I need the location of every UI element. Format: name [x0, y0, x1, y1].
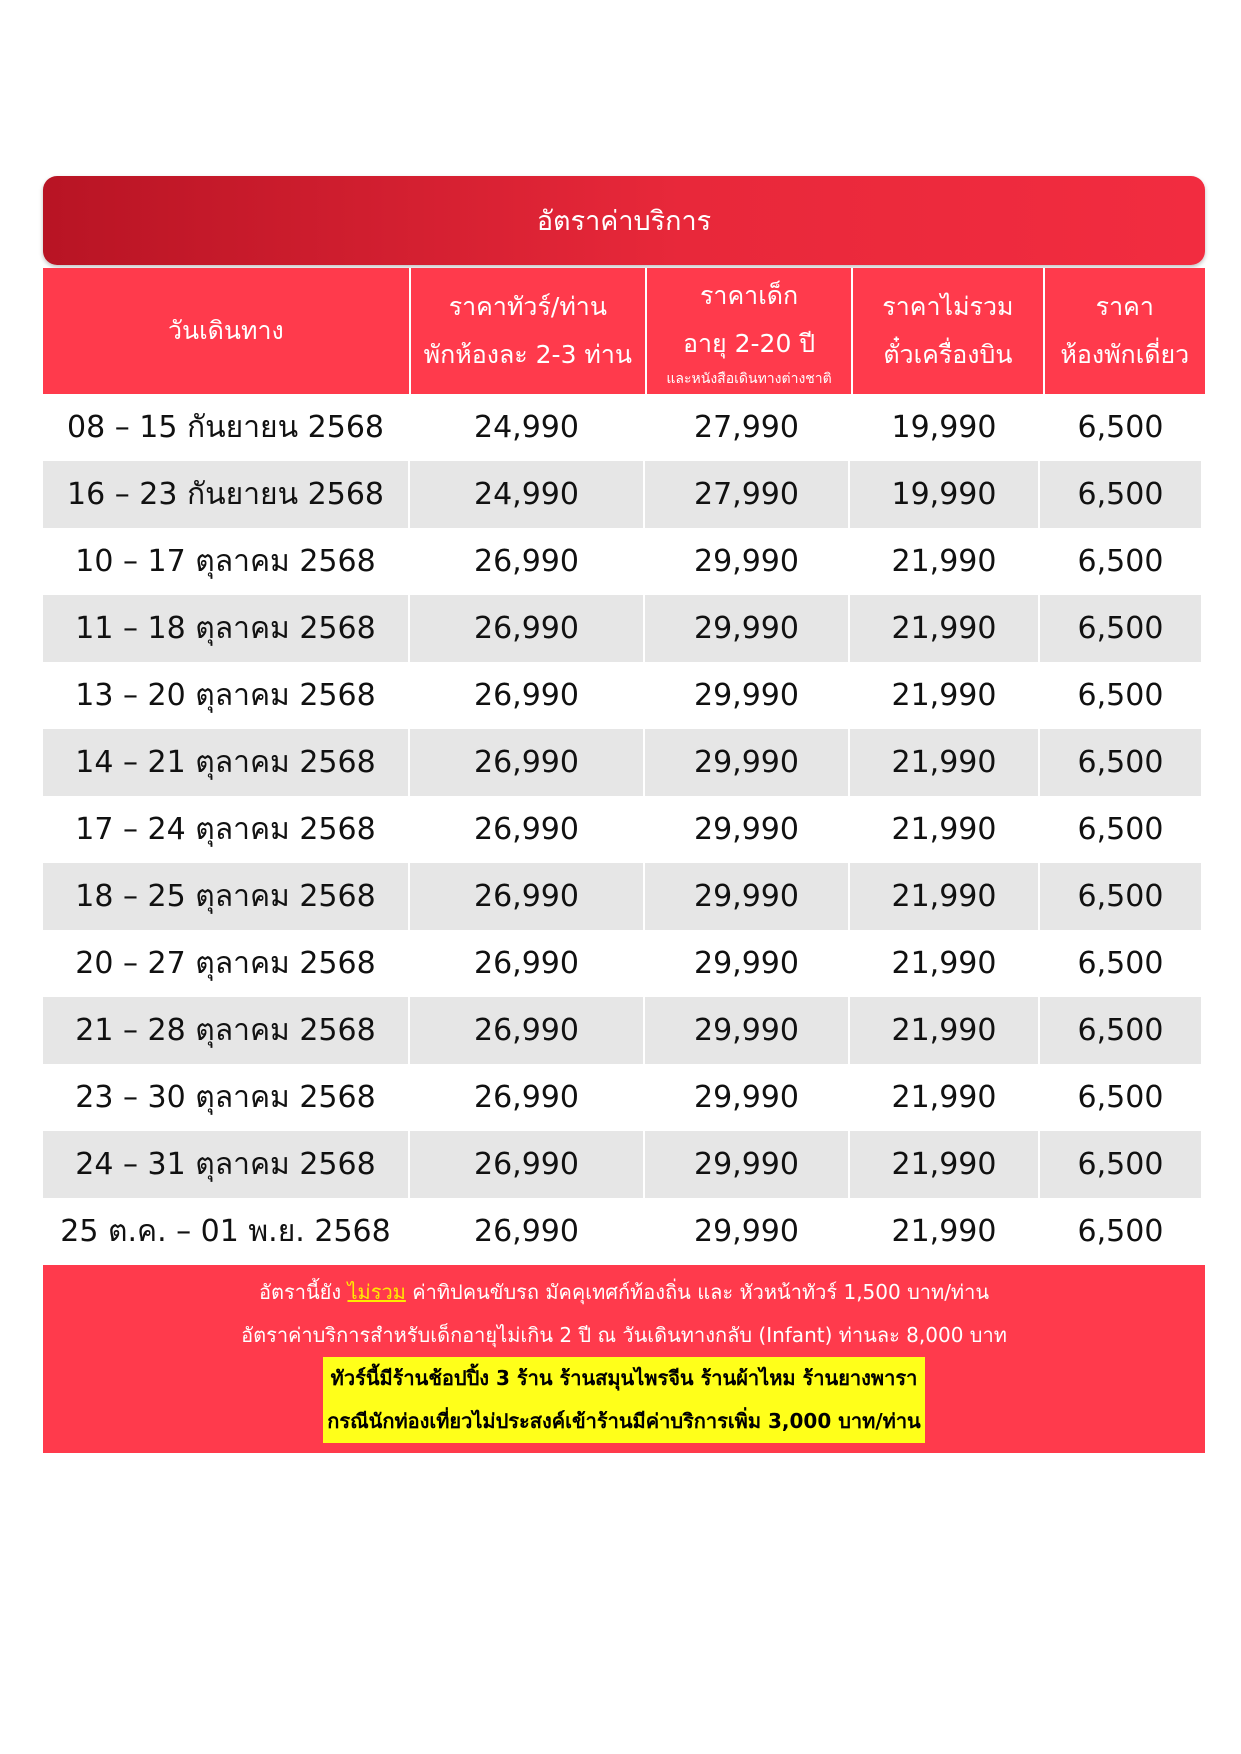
- table-row: [43, 528, 1205, 595]
- header-single-room-line2: ห้องพักเดี่ยว: [1060, 340, 1190, 369]
- shopping-notice: [323, 1357, 924, 1443]
- header-travel-date: [43, 268, 411, 394]
- header-child-price-note: และหนังสือเดินทางต่างชาติ: [666, 371, 832, 387]
- row-tour-price: 26,990: [410, 1064, 645, 1131]
- row-date: 17 – 24 ตุลาคม 2568: [43, 796, 410, 863]
- row-single-room: 6,500: [1077, 1214, 1164, 1249]
- header-single-room-line1: ราคา: [1095, 292, 1154, 321]
- row-single-room: 6,500: [1040, 595, 1201, 662]
- row-tour-price: 26,990: [410, 528, 645, 595]
- footer-line-4: กรณีนักท่องเที่ยวไม่ประสงค์เข้าร้านมีค่าบริการเพิ่ม 3,000 บาท/ท่าน: [327, 1409, 921, 1433]
- row-single-room: 6,500: [1040, 1131, 1201, 1198]
- row-child-price: 29,990: [645, 1064, 850, 1131]
- price-table: [43, 176, 1201, 1453]
- row-tour-price: 26,990: [410, 595, 645, 662]
- row-date: 18 – 25 ตุลาคม 2568: [43, 863, 410, 930]
- row-single-room: 6,500: [1077, 544, 1164, 579]
- row-date: 13 – 20 ตุลาคม 2568: [43, 662, 410, 729]
- row-no-flight-price: 21,990: [850, 528, 1040, 595]
- row-tour-price: 26,990: [410, 796, 645, 863]
- row-single-room: 6,500: [1077, 678, 1164, 713]
- row-child-price: 29,990: [645, 997, 850, 1064]
- row-child-price: 29,990: [645, 1131, 850, 1198]
- row-no-flight-price: 21,990: [850, 1064, 1040, 1131]
- row-date: 23 – 30 ตุลาคม 2568: [43, 1064, 410, 1131]
- row-no-flight-price: 19,990: [850, 394, 1040, 461]
- row-child-price: 29,990: [645, 863, 850, 930]
- row-no-flight-price: 21,990: [850, 662, 1040, 729]
- row-single-room: 6,500: [1077, 812, 1164, 847]
- row-child-price: 27,990: [645, 461, 850, 528]
- table-row: [43, 729, 1205, 796]
- header-tour-price-line2: พักห้องละ 2-3 ท่าน: [423, 340, 633, 369]
- row-date: 16 – 23 กันยายน 2568: [43, 461, 410, 528]
- header-no-flight-line2: ตั๋วเครื่องบิน: [883, 340, 1013, 369]
- row-tour-price: 26,990: [410, 997, 645, 1064]
- table-row: [43, 595, 1205, 662]
- row-no-flight-price: 21,990: [850, 796, 1040, 863]
- row-date: 11 – 18 ตุลาคม 2568: [43, 595, 410, 662]
- row-no-flight-price: 21,990: [850, 863, 1040, 930]
- row-child-price: 29,990: [645, 729, 850, 796]
- row-tour-price: 26,990: [410, 863, 645, 930]
- row-child-price: 29,990: [645, 1198, 850, 1265]
- row-tour-price: 26,990: [410, 1198, 645, 1265]
- row-no-flight-price: 21,990: [850, 930, 1040, 997]
- row-no-flight-price: 21,990: [850, 729, 1040, 796]
- row-tour-price: 26,990: [410, 1131, 645, 1198]
- table-row: [43, 1131, 1205, 1198]
- row-no-flight-price: 19,990: [850, 461, 1040, 528]
- header-no-flight-line1: ราคาไม่รวม: [882, 292, 1014, 321]
- row-date: 14 – 21 ตุลาคม 2568: [43, 729, 410, 796]
- header-child-price-line1: ราคาเด็ก: [699, 281, 799, 310]
- header-single-room: [1045, 268, 1205, 394]
- footer-line-1-pre: อัตรานี้ยัง: [258, 1280, 342, 1304]
- table-row: [43, 1198, 1205, 1265]
- footer-line-2: อัตราค่าบริการสำหรับเด็กอายุไม่เกิน 2 ปี ณ วันเดินทางกลับ (Infant) ท่านละ 8,000 บาท: [241, 1323, 1007, 1347]
- row-tour-price: 26,990: [410, 662, 645, 729]
- row-single-room: 6,500: [1040, 461, 1201, 528]
- header-child-price: [647, 268, 853, 394]
- footer-not-included: ไม่รวม: [347, 1280, 406, 1304]
- row-date: 10 – 17 ตุลาคม 2568: [43, 528, 410, 595]
- table-header: [43, 268, 1205, 394]
- row-child-price: 29,990: [645, 595, 850, 662]
- header-no-flight-price: [853, 268, 1044, 394]
- table-row: [43, 930, 1205, 997]
- row-date: 24 – 31 ตุลาคม 2568: [43, 1131, 410, 1198]
- table-row: [43, 863, 1205, 930]
- table-row: [43, 662, 1205, 729]
- table-row: [43, 1064, 1205, 1131]
- header-tour-price: [411, 268, 647, 394]
- row-tour-price: 24,990: [410, 461, 645, 528]
- row-date: 20 – 27 ตุลาคม 2568: [43, 930, 410, 997]
- row-no-flight-price: 21,990: [850, 595, 1040, 662]
- row-child-price: 29,990: [645, 930, 850, 997]
- row-single-room: 6,500: [1077, 1080, 1164, 1115]
- footer-line-1-post: ค่าทิปคนขับรถ มัคคุเทศก์ท้องถิ่น และ หัวหน้าทัวร์ 1,500 บาท/ท่าน: [412, 1280, 990, 1304]
- row-date: 08 – 15 กันยายน 2568: [43, 394, 410, 461]
- row-date: 25 ต.ค. – 01 พ.ย. 2568: [43, 1198, 410, 1265]
- table-row: [43, 461, 1205, 528]
- row-single-room: 6,500: [1077, 410, 1164, 445]
- header-child-price-line2: อายุ 2-20 ปี: [682, 329, 816, 358]
- row-child-price: 29,990: [645, 528, 850, 595]
- row-tour-price: 26,990: [410, 930, 645, 997]
- row-single-room: 6,500: [1077, 946, 1164, 981]
- row-no-flight-price: 21,990: [850, 1198, 1040, 1265]
- row-single-room: 6,500: [1040, 863, 1201, 930]
- row-single-room: 6,500: [1040, 997, 1201, 1064]
- footer-line-1: [43, 1271, 1205, 1314]
- table-row: [43, 394, 1205, 461]
- footer-line-3: ทัวร์นี้มีร้านช้อปปิ้ง 3 ร้าน ร้านสมุนไพรจีน ร้านผ้าไหม ร้านยางพารา: [330, 1366, 918, 1390]
- table-row: [43, 796, 1205, 863]
- row-no-flight-price: 21,990: [850, 1131, 1040, 1198]
- header-tour-price-line1: ราคาทัวร์/ท่าน: [448, 292, 607, 321]
- header-travel-date-label: วันเดินทาง: [168, 316, 284, 345]
- row-child-price: 29,990: [645, 662, 850, 729]
- table-title-text: อัตราค่าบริการ: [536, 206, 712, 237]
- table-row: [43, 997, 1205, 1064]
- table-body: [43, 394, 1201, 1265]
- footer-notes: [43, 1265, 1205, 1453]
- table-title: [43, 176, 1205, 265]
- row-child-price: 27,990: [645, 394, 850, 461]
- row-tour-price: 26,990: [410, 729, 645, 796]
- row-child-price: 29,990: [645, 796, 850, 863]
- row-tour-price: 24,990: [410, 394, 645, 461]
- row-single-room: 6,500: [1040, 729, 1201, 796]
- row-date: 21 – 28 ตุลาคม 2568: [43, 997, 410, 1064]
- row-no-flight-price: 21,990: [850, 997, 1040, 1064]
